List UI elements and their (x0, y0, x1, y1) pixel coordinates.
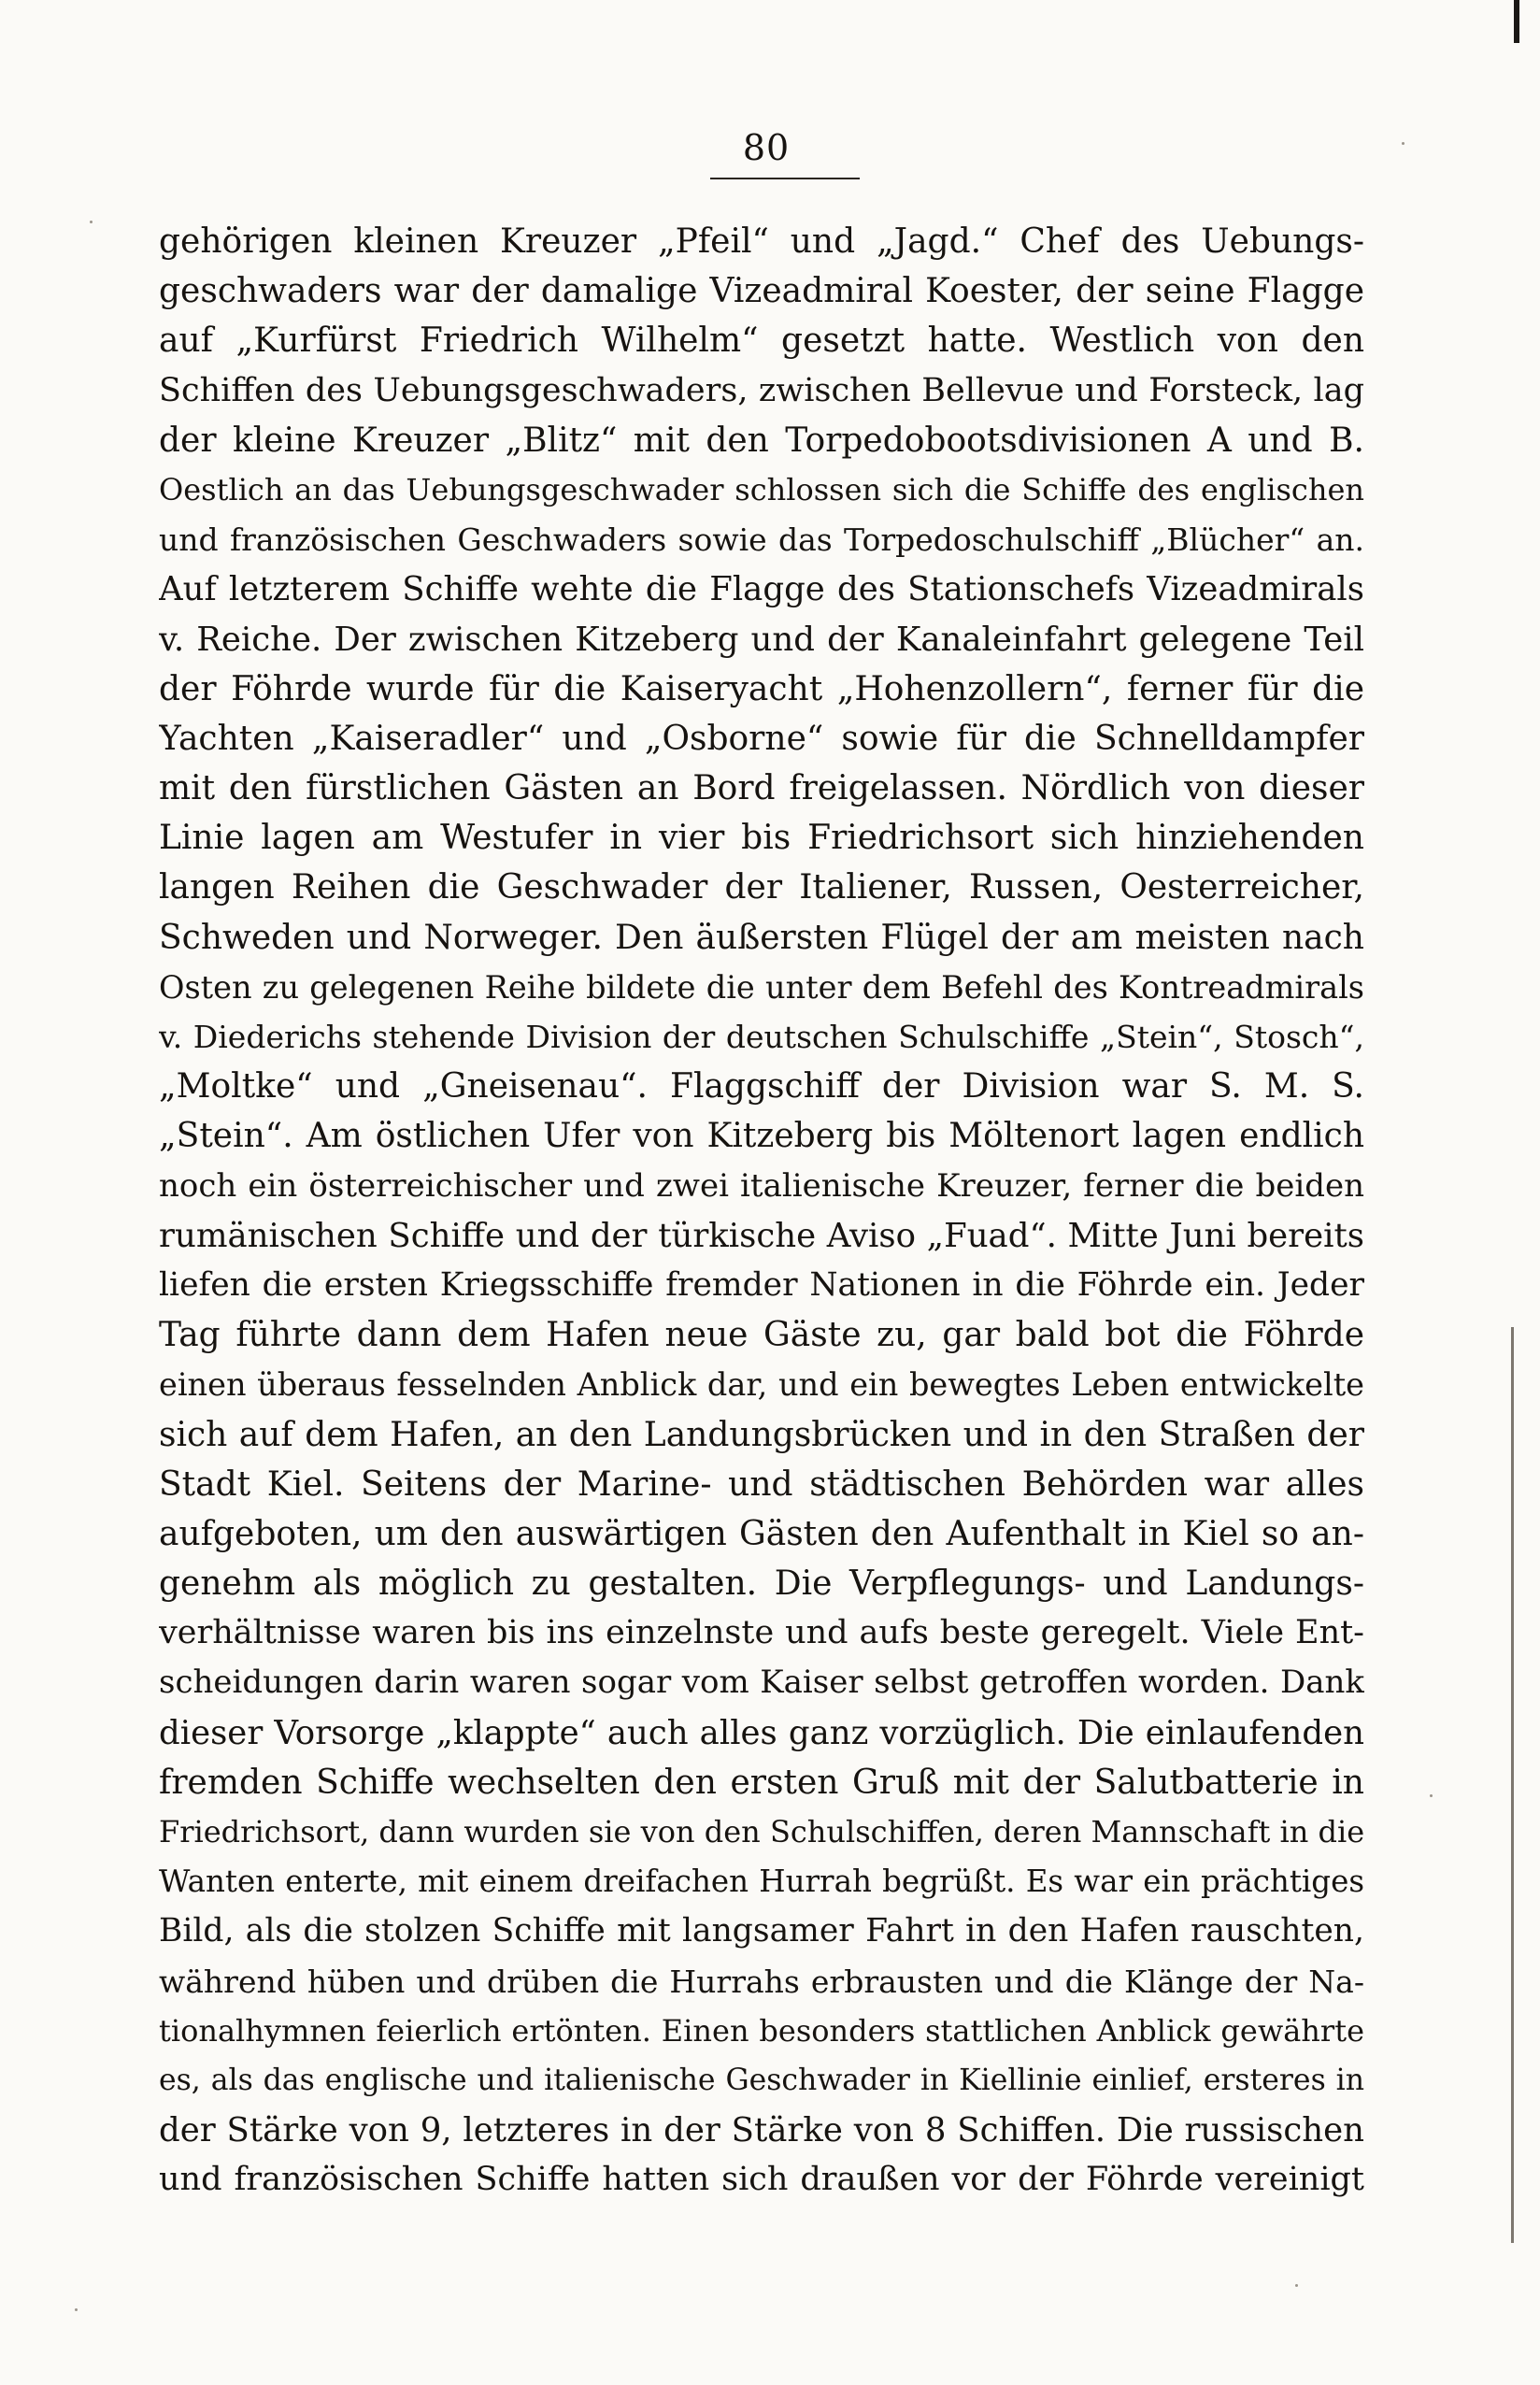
text-line: v. Reiche. Der zwischen Kitzeberg und der Kanaleinfahrt gelegene Teil (159, 620, 1364, 659)
text-line: Linie lagen am Westufer in vier bis Friedrichsort sich hinziehenden (159, 819, 1364, 858)
scan-speck (1295, 2284, 1298, 2287)
text-line: Oestlich an das Uebungsgeschwader schlossen sich die Schiffe des englischen (159, 471, 1364, 507)
scan-speck (75, 2308, 78, 2311)
text-line: aufgeboten, um den auswärtigen Gästen den Aufenthalt in Kiel so an- (159, 1514, 1364, 1553)
text-line: noch ein österreichischer und zwei italienische Kreuzer, ferner die beiden (159, 1166, 1364, 1205)
text-line: einen überaus fesselnden Anblick dar, und ein bewegtes Leben entwickelte (159, 1366, 1364, 1404)
text-line: Bild, als die stolzen Schiffe mit langsamer Fahrt in den Hafen rauschten, (159, 1912, 1364, 1950)
text-line: langen Reihen die Geschwader der Italiener, Russen, Oesterreicher, (159, 868, 1364, 907)
text-line: mit den fürstlichen Gästen an Bord freigelassen. Nördlich von dieser (159, 769, 1364, 808)
text-line: geschwaders war der damalige Vizeadmiral Koester, der seine Flagge (159, 272, 1364, 311)
text-line: tionalhymnen feierlich ertönten. Einen besonders stattlichen Anblick gewährte (159, 2012, 1364, 2049)
page-number: 80 (742, 127, 791, 168)
header-rule (710, 178, 860, 179)
scan-speck (90, 221, 93, 223)
text-line: es, als das englische und italienische Geschwader in Kiellinie einlief, ersteres in (159, 2063, 1364, 2097)
text-line: rumänischen Schiffe und der türkische Aviso „Fuad“. Mitte Juni bereits (159, 1216, 1364, 1255)
text-line: Schweden und Norweger. Den äußersten Flügel der am meisten nach (159, 918, 1364, 957)
text-line: dieser Vorsorge „klappte“ auch alles ganz vorzüglich. Die einlaufenden (159, 1713, 1364, 1752)
scan-speck (1402, 142, 1405, 145)
text-line: Osten zu gelegenen Reihe bildete die unter dem Befehl des Kontreadmirals (159, 968, 1364, 1006)
text-line: Tag führte dann dem Hafen neue Gäste zu, gar bald bot die Föhrde (159, 1316, 1364, 1355)
text-line: fremden Schiffe wechselten den ersten Gruß mit der Salutbatterie in (159, 1763, 1364, 1802)
text-line: Wanten enterte, mit einem dreifachen Hurrah begrüßt. Es war ein prächtiges (159, 1864, 1364, 1900)
body-text (159, 217, 1364, 2206)
text-line: Stadt Kiel. Seitens der Marine- und städtischen Behörden war alles (159, 1464, 1364, 1504)
scan-speck (1430, 1794, 1433, 1797)
text-line: v. Diederichs stehende Division der deutschen Schulschiffe „Stein“, Stosch“, (159, 1019, 1364, 1055)
text-line: genehm als möglich zu gestalten. Die Verpflegungs- und Landungs- (159, 1564, 1364, 1604)
text-line: Schiffen des Uebungsgeschwaders, zwischen Bellevue und Forsteck, lag (159, 371, 1364, 409)
text-line: Yachten „Kaiseradler“ und „Osborne“ sowie für die Schnelldampfer (159, 719, 1364, 758)
text-line: verhältnisse waren bis ins einzelnste und aufs beste geregelt. Viele Ent- (159, 1614, 1364, 1652)
text-line: und französischen Geschwaders sowie das Torpedoschulschiff „Blücher“ an. (159, 521, 1364, 559)
text-line: der Stärke von 9, letzteres in der Stärke von 8 Schiffen. Die russischen (159, 2111, 1364, 2150)
scan-edge-line (1511, 1327, 1514, 2243)
text-line: scheidungen darin waren sogar vom Kaiser selbst getroffen worden. Dank (159, 1664, 1364, 1702)
text-line: Auf letzterem Schiffe wehte die Flagge des Stationschefs Vizeadmirals (159, 570, 1364, 609)
text-line: Friedrichsort, dann wurden sie von den Schulschiffen, deren Mannschaft in die (159, 1814, 1364, 1849)
text-line: liefen die ersten Kriegsschiffe fremder Nationen in die Föhrde ein. Jeder (159, 1265, 1364, 1304)
scan-edge-mark (1514, 0, 1519, 43)
text-line: auf „Kurfürst Friedrich Wilhelm“ gesetzt hatte. Westlich von den (159, 321, 1364, 361)
text-line: während hüben und drüben die Hurrahs erbrausten und die Klänge der Na- (159, 1963, 1364, 2000)
text-line: der kleine Kreuzer „Blitz“ mit den Torpedobootsdivisionen A und B. (159, 421, 1364, 460)
text-line: „Stein“. Am östlichen Ufer von Kitzeberg bis Möltenort lagen endlich (159, 1117, 1364, 1156)
text-line: und französischen Schiffe hatten sich draußen vor der Föhrde vereinigt (159, 2161, 1364, 2199)
text-line: der Föhrde wurde für die Kaiseryacht „Hohenzollern“, ferner für die (159, 669, 1364, 708)
text-line: sich auf dem Hafen, an den Landungsbrücken und in den Straßen der (159, 1415, 1364, 1454)
text-line: „Moltke“ und „Gneisenau“. Flaggschiff der Division war S. M. S. (159, 1067, 1364, 1107)
text-line: gehörigen kleinen Kreuzer „Pfeil“ und „Jagd.“ Chef des Uebungs- (159, 222, 1364, 261)
